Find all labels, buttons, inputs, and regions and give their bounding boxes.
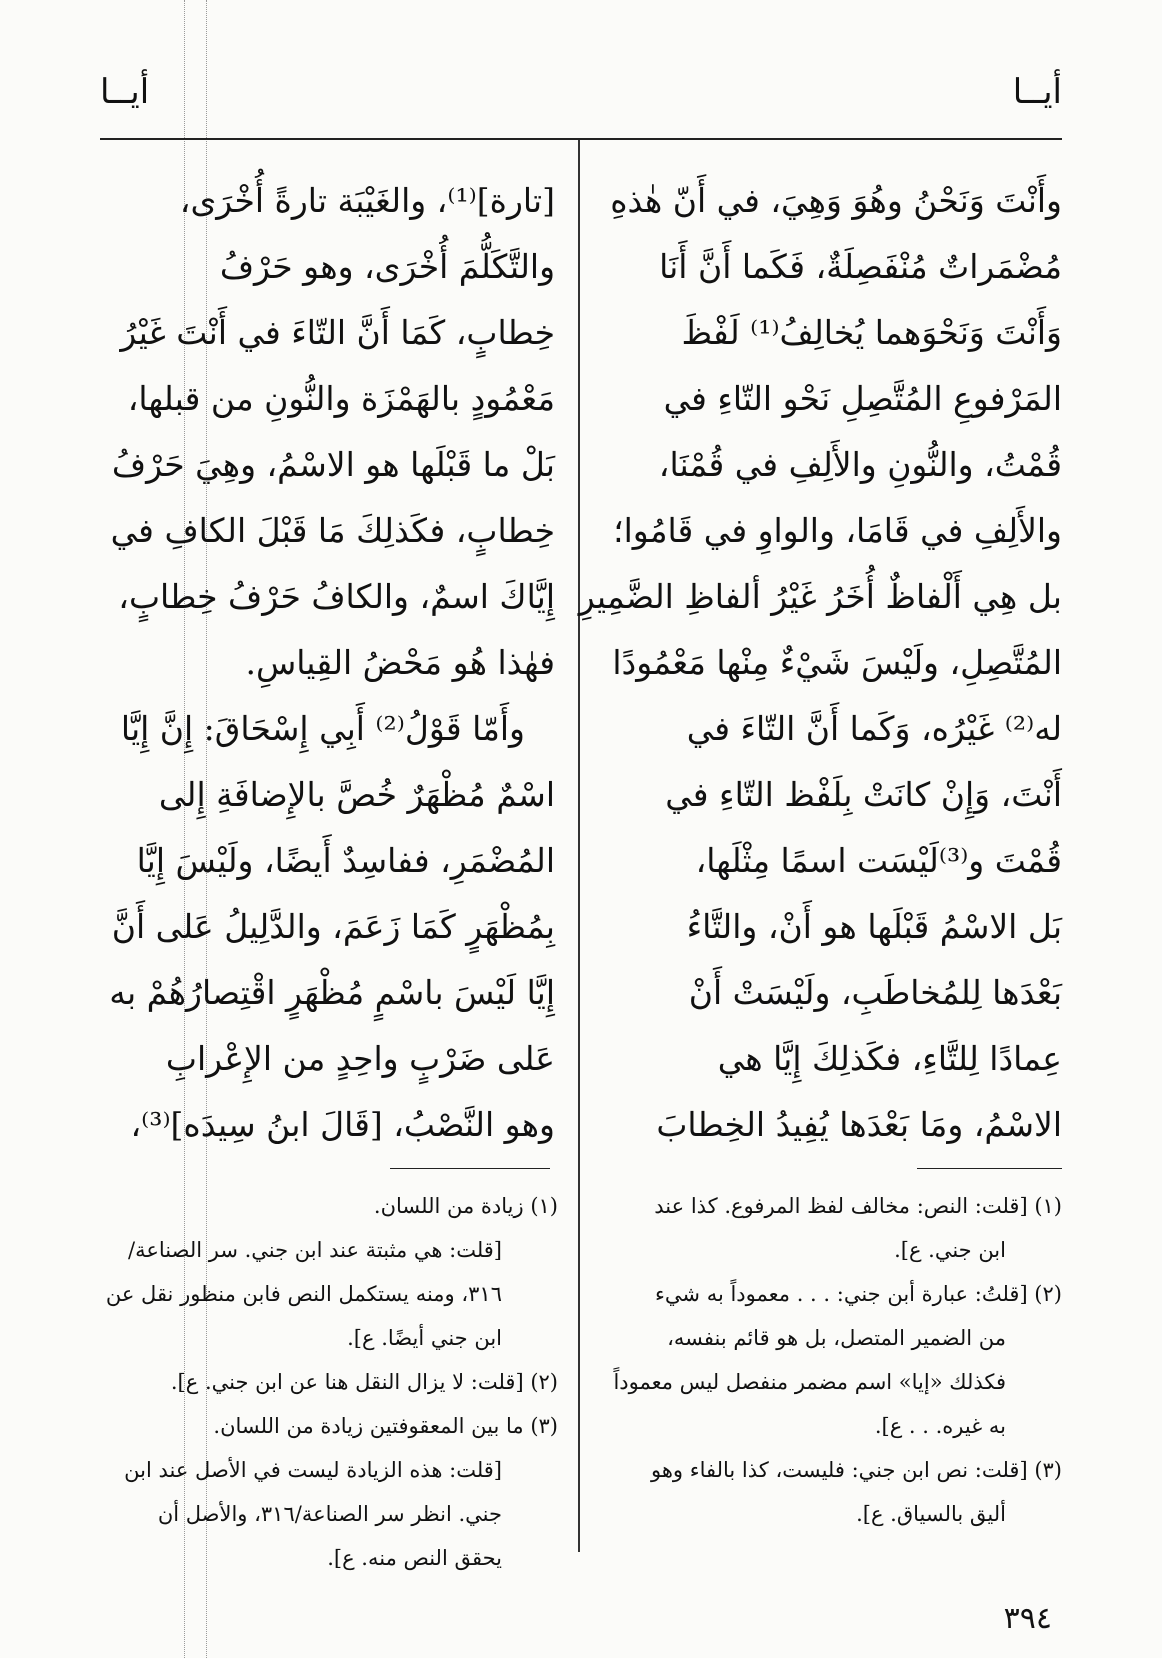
text-line: خِطابٍ، كَمَا أَنَّ التّاءَ في أَنْتَ غَيْرُ [120, 313, 555, 352]
text-line: بَلْ ما قَبْلَها هو الاسْمُ، وهِيَ حَرْفُ [111, 445, 555, 484]
footnote-line: (٢) [قلتُ: عبارة أبن جني: . . . معموداً به شيء [655, 1282, 1062, 1306]
text-line: بَعْدَها لِلمُخاطَبِ، ولَيْسَتْ أَنْ [688, 973, 1062, 1012]
right-column-text [578, 168, 1062, 1158]
header-rule [100, 138, 1062, 140]
footnote-rule-right [917, 1168, 1062, 1169]
text-line: الاسْمُ، ومَا بَعْدَها يُفِيدُ الخِطابَ [656, 1105, 1062, 1144]
text-line: والأَلِفِ في قَامَا، والواوِ في قَامُوا؛ [613, 511, 1062, 550]
footnote-line: (١) [قلت: النص: مخالف لفظ المرفوع. كذا عند [654, 1194, 1062, 1218]
text-line: والتَّكَلُّمَ أُخْرَى، وهو حَرْفُ [219, 247, 555, 286]
page-number: ٣٩٤ [1003, 1601, 1052, 1636]
text-line: [تارة]⁽¹⁾، والغَيْبَة تارةً أُخْرَى، [179, 181, 555, 220]
text-line: المَرْفوعِ المُتَّصِلِ نَحْو التّاءِ في [663, 379, 1062, 418]
text-line: إِيَّا لَيْسَ باسْمٍ مُظْهَرٍ اقْتِصارُهُمْ به [109, 973, 555, 1012]
footnote-line: ابن جني أيضًا. ع]. [347, 1326, 502, 1350]
footnote-line: (٣) [قلت: نص ابن جني: فليست، كذا بالفاء وهو [650, 1458, 1062, 1482]
footnotes-right [613, 1184, 1062, 1536]
footnote-line: (٢) [قلت: لا يزال النقل هنا عن ابن جني. ع]. [170, 1370, 558, 1394]
footnote-line: ٣١٦، ومنه يستكمل النص فابن منظور نقل عن [105, 1282, 502, 1306]
text-line: مُضْمَراتٌ مُنْفَصِلَةٌ، فَكَما أَنَّ أَنَا [659, 247, 1062, 286]
text-line: إِيَّاكَ اسمٌ، والكافُ حَرْفُ خِطابٍ، [118, 577, 555, 616]
text-line: وأَمّا قَوْلُ⁽²⁾ أَبِي إِسْحَاقَ: إِنَّ إِيَّا [120, 709, 525, 748]
footnote-line: من الضمير المتصل، بل هو قائم بنفسه، [667, 1326, 1006, 1350]
text-line: وَأَنْتَ وَنَحْوَهما يُخالِفُ⁽¹⁾ لَفْظَ [681, 313, 1062, 352]
text-line: المُضْمَرِ، ففاسِدٌ أَيضًا، ولَيْسَ إِيَّا [136, 841, 555, 880]
text-line: بَل الاسْمُ قَبْلَها هو أَنْ، والتَّاءُ [686, 907, 1062, 946]
text-line: قُمْتَ و⁽³⁾لَيْسَت اسمًا مِثْلَها، [695, 841, 1062, 880]
left-column-text [109, 168, 555, 1158]
footnote-line: (٣) ما بين المعقوفتين زيادة من اللسان. [213, 1414, 558, 1438]
text-line: اسْمٌ مُظْهَرٌ خُصَّ بالإِضافَةِ إِلى [158, 775, 555, 814]
text-line: المُتَّصِلِ، ولَيْسَ شَيْءٌ مِنْها مَعْمُودًا [612, 643, 1062, 682]
footnote-line: [قلت: هي مثبتة عند ابن جني. سر الصناعة/ [128, 1238, 502, 1262]
text-line: بل هِي أَلْفاظٌ أُخَرُ غَيْرُ ألفاظِ الضَّمِيرِ [578, 577, 1062, 616]
running-header-left: أيــا [100, 72, 150, 112]
footnote-line: فكذلك «إيا» اسم مضمر منفصل ليس معموداً [613, 1370, 1006, 1394]
text-line: فهٰذا هُو مَحْضُ القِياسِ. [245, 643, 555, 682]
footnotes-left [105, 1184, 558, 1580]
column-divider [578, 140, 580, 1552]
footnote-line: (١) زيادة من اللسان. [373, 1194, 558, 1218]
footnote-line: به غيره. . . ع]. [874, 1414, 1006, 1438]
footnote-line: يحقق النص منه. ع]. [327, 1546, 502, 1570]
text-line: خِطابٍ، فكَذلِكَ مَا قَبْلَ الكافِ في [110, 511, 555, 550]
text-line: مَعْمُودٍ بالهَمْزَة والنُّونِ من قبلها، [127, 379, 555, 418]
footnote-line: ابن جني. ع]. [894, 1238, 1006, 1262]
text-line: له⁽²⁾ غَيْرُه، وَكَما أَنَّ التّاءَ في [686, 709, 1062, 748]
text-line: وأَنْتَ وَنَحْنُ وهُوَ وَهِيَ، في أَنّ هٰذهِ [610, 181, 1062, 220]
text-line: وهو النَّصْبُ، [قَالَ ابنُ سِيدَه]⁽³⁾، [130, 1105, 555, 1144]
text-line: أَنْتَ، وَإِنْ كانَتْ بِلَفْظ التّاءِ في [665, 775, 1062, 814]
footnote-line: أليق بالسياق. ع]. [856, 1502, 1006, 1526]
text-line: بِمُظْهَرٍ كَمَا زَعَمَ، والدَّلِيلُ عَلى أَنَّ [111, 907, 555, 946]
footnote-line: جني. انظر سر الصناعة/٣١٦، والأصل أن [157, 1502, 502, 1526]
footnote-rule-left [390, 1168, 550, 1169]
text-line: عِمادًا لِلتَّاءِ، فكَذلِكَ إِيَّا هي [717, 1039, 1062, 1078]
running-header-right: أيــا [1012, 72, 1062, 112]
text-line: قُمْتُ، والنُّونِ والأَلِفِ في قُمْنَا، [658, 445, 1062, 484]
text-line: عَلى ضَرْبٍ واحِدٍ من الإِعْرابِ [165, 1039, 555, 1078]
footnote-line: [قلت: هذه الزيادة ليست في الأصل عند ابن [124, 1458, 502, 1482]
